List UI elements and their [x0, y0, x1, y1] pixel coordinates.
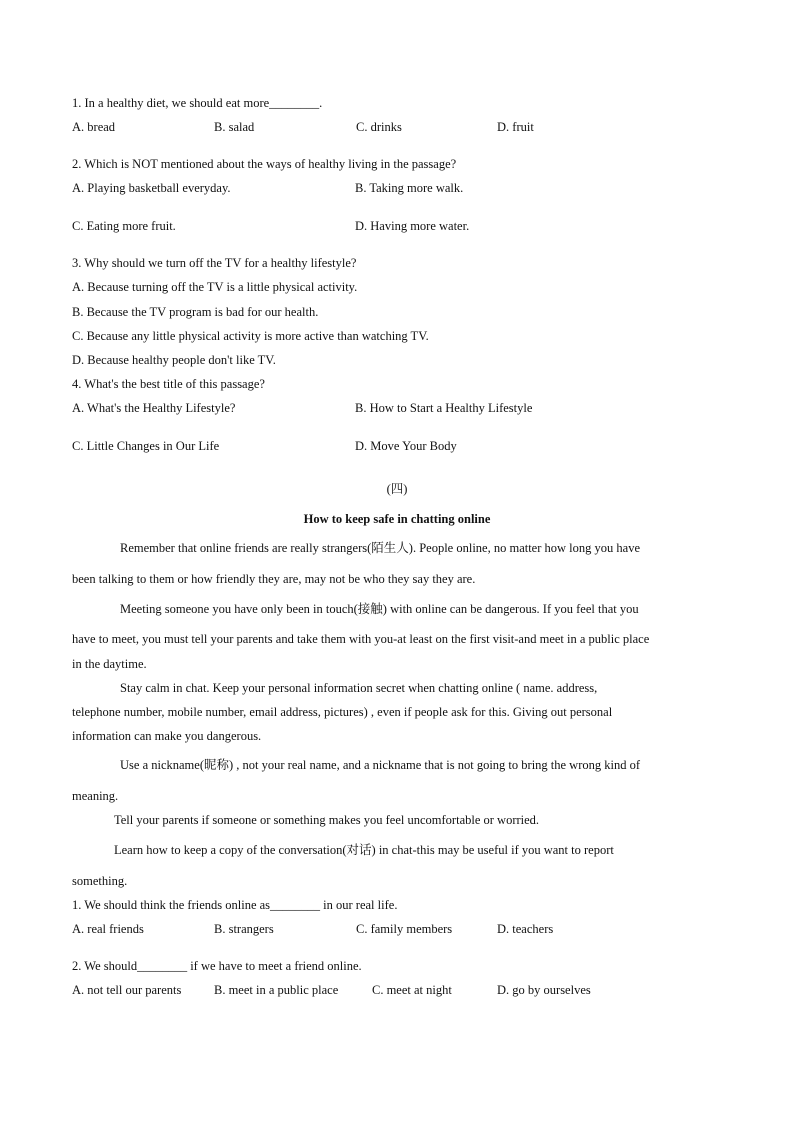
passage-paragraph-1-line-1: Remember that online friends are really strangers(陌生人). People online, no matter how long you have: [120, 541, 640, 555]
question-4-option-d: D. Move Your Body: [355, 439, 457, 453]
question-3-option-d: D. Because healthy people don't like TV.: [72, 353, 276, 367]
passage-question-2-option-d: D. go by ourselves: [497, 983, 591, 997]
passage-question-2-option-c: C. meet at night: [372, 983, 452, 997]
passage-question-1-option-b: B. strangers: [214, 922, 274, 936]
question-2-option-c: C. Eating more fruit.: [72, 219, 176, 233]
question-2-stem: 2. Which is NOT mentioned about the ways of healthy living in the passage?: [72, 157, 457, 171]
passage-paragraph-2-line-1: Meeting someone you have only been in touch(接触) with online can be dangerous. If you feel that you: [120, 602, 639, 616]
question-3-option-b: B. Because the TV program is bad for our health.: [72, 305, 319, 319]
passage-paragraph-6-line-1: Learn how to keep a copy of the conversation(对话) in chat-this may be useful if you want to report: [114, 843, 614, 857]
passage-question-2-option-a: A. not tell our parents: [72, 983, 182, 997]
passage-question-2-option-b: B. meet in a public place: [214, 983, 339, 997]
passage-title: How to keep safe in chatting online: [303, 512, 491, 526]
passage-question-1-stem: 1. We should think the friends online as________ in our real life.: [72, 898, 398, 912]
question-1-stem: 1. In a healthy diet, we should eat more________.: [72, 96, 323, 110]
question-3-option-c: C. Because any little physical activity is more active than watching TV.: [72, 329, 429, 343]
question-1-option-a: A. bread: [72, 120, 116, 134]
question-1-option-b: B. salad: [214, 120, 255, 134]
passage-question-2-stem: 2. We should________ if we have to meet a friend online.: [72, 959, 362, 973]
passage-question-1-option-c: C. family members: [356, 922, 453, 936]
question-4-stem: 4. What's the best title of this passage?: [72, 377, 265, 391]
passage-paragraph-6-line-2: something.: [72, 874, 128, 888]
question-1-option-d: D. fruit: [497, 120, 534, 134]
passage-paragraph-2-line-2: have to meet, you must tell your parents and take them with you-at least on the first visit-and meet in a public place: [72, 632, 650, 646]
passage-paragraph-2-line-3: in the daytime.: [72, 657, 147, 671]
passage-paragraph-4-line-1: Use a nickname(昵称) , not your real name, and a nickname that is not going to bring the wrong kind of: [120, 758, 641, 772]
question-2-option-d: D. Having more water.: [355, 219, 470, 233]
question-4-option-c: C. Little Changes in Our Life: [72, 439, 220, 453]
question-3-option-a: A. Because turning off the TV is a little physical activity.: [72, 280, 358, 294]
passage-question-1-option-d: D. teachers: [497, 922, 554, 936]
question-2-option-b: B. Taking more walk.: [355, 181, 464, 195]
passage-paragraph-3-line-1: Stay calm in chat. Keep your personal information secret when chatting online ( name. address,: [120, 681, 598, 695]
question-3-stem: 3. Why should we turn off the TV for a healthy lifestyle?: [72, 256, 357, 270]
passage-paragraph-3-line-2: telephone number, mobile number, email address, pictures) , even if people ask for this. Giving out personal: [72, 705, 613, 719]
passage-paragraph-4-line-2: meaning.: [72, 789, 119, 803]
question-2-option-a: A. Playing basketball everyday.: [72, 181, 231, 195]
question-4-option-a: A. What's the Healthy Lifestyle?: [72, 401, 236, 415]
question-4-option-b: B. How to Start a Healthy Lifestyle: [355, 401, 533, 415]
passage-paragraph-5-line-1: Tell your parents if someone or something makes you feel uncomfortable or worried.: [114, 813, 540, 827]
section-number: (四): [386, 482, 408, 496]
passage-question-1-option-a: A. real friends: [72, 922, 144, 936]
question-1-option-c: C. drinks: [356, 120, 402, 134]
passage-paragraph-3-line-3: information can make you dangerous.: [72, 729, 262, 743]
passage-paragraph-1-line-2: been talking to them or how friendly they are, may not be who they say they are.: [72, 572, 476, 586]
